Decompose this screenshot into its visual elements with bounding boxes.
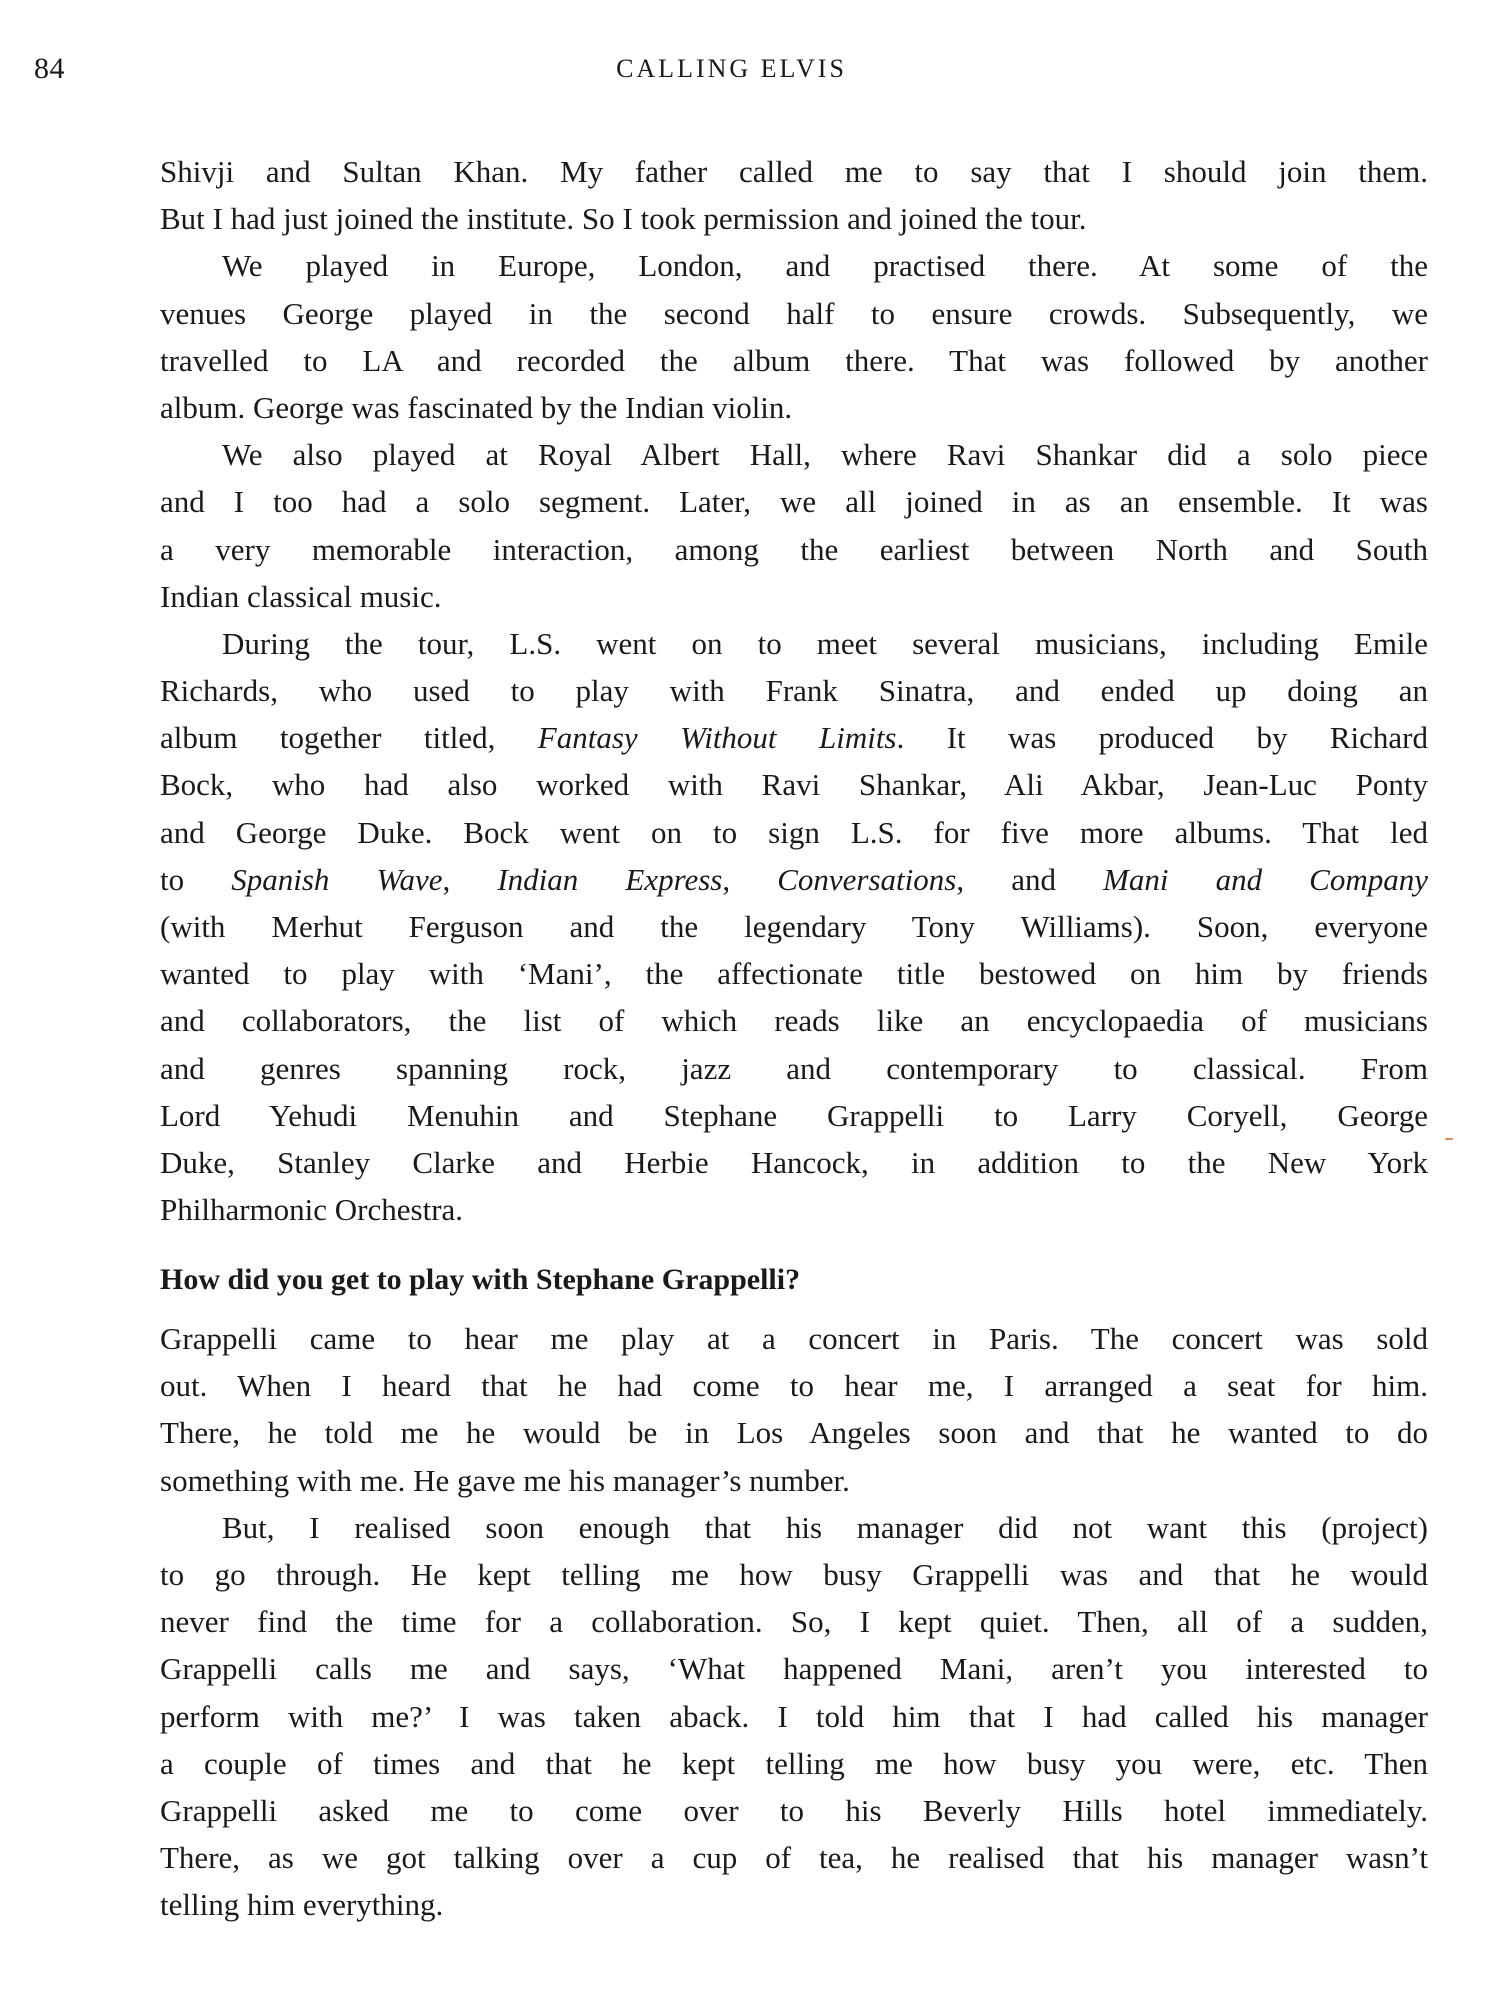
text-line: But I had just joined the institute. So I took permission and joined the tour.: [160, 201, 1087, 237]
paragraph: [160, 1315, 1428, 1504]
text-line: Lord Yehudi Menuhin and Stephane Grappelli to Larry Coryell, George: [160, 1097, 1428, 1133]
paragraph: [160, 431, 1428, 620]
text-line: album. George was fascinated by the Indian violin.: [160, 389, 793, 425]
text-line: But, I realised soon enough that his manager did not want this (project): [222, 1509, 1428, 1545]
question-heading: How did you get to play with Stephane Grappelli?: [160, 1263, 801, 1296]
text-line: telling him everything.: [160, 1887, 444, 1923]
text-line: Duke, Stanley Clarke and Herbie Hancock, in addition to the New York: [160, 1144, 1428, 1180]
text-line: We played in Europe, London, and practised there. At some of the: [222, 248, 1428, 284]
text-line: There, he told me he would be in Los Angeles soon and that he wanted to do: [160, 1415, 1428, 1451]
text-line: to Spanish Wave, Indian Express, Conversations, and Mani and Company: [160, 861, 1428, 897]
text-line: We also played at Royal Albert Hall, where Ravi Shankar did a solo piece: [222, 437, 1428, 473]
running-head: CALLING ELVIS: [616, 54, 847, 83]
text-line: and George Duke. Bock went on to sign L.S. for five more albums. That led: [160, 814, 1428, 850]
page-number: 84: [34, 52, 65, 85]
text-line: Indian classical music.: [160, 578, 442, 614]
text-line: Bock, who had also worked with Ravi Shankar, Ali Akbar, Jean-Luc Ponty: [160, 767, 1428, 803]
paragraph: [160, 1504, 1428, 1929]
text-line: out. When I heard that he had come to hear me, I arranged a seat for him.: [160, 1368, 1428, 1404]
text-line: Shivji and Sultan Khan. My father called me to say that I should join them.: [160, 154, 1428, 189]
body-text-section-b: [160, 1315, 1428, 1928]
body-text-section-a: [160, 148, 1428, 1233]
text-line: perform with me?’ I was taken aback. I told him that I had called his manager: [160, 1698, 1428, 1734]
text-line: and collaborators, the list of which reads like an encyclopaedia of musicians: [160, 1003, 1428, 1039]
text-line: and I too had a solo segment. Later, we all joined in as an ensemble. It was: [160, 484, 1428, 520]
text-line: Philharmonic Orchestra.: [160, 1192, 464, 1228]
scan-speck: [1445, 1138, 1453, 1140]
text-line: Grappelli came to hear me play at a concert in Paris. The concert was sold: [160, 1321, 1428, 1356]
text-line: (with Merhut Ferguson and the legendary Tony Williams). Soon, everyone: [160, 909, 1428, 944]
text-line: wanted to play with ‘Mani’, the affectionate title bestowed on him by friends: [160, 956, 1428, 992]
text-line: something with me. He gave me his manager’s number.: [160, 1462, 850, 1498]
text-line: travelled to LA and recorded the album there. That was followed by another: [160, 342, 1428, 378]
text-line: a couple of times and that he kept telling me how busy you were, etc. Then: [160, 1745, 1428, 1781]
paragraph: [160, 242, 1428, 431]
text-line: venues George played in the second half to ensure crowds. Subsequently, we: [160, 295, 1428, 331]
paragraph: [160, 148, 1428, 242]
text-line: There, as we got talking over a cup of tea, he realised that his manager wasn’t: [160, 1840, 1428, 1876]
text-line: and genres spanning rock, jazz and contemporary to classical. From: [160, 1050, 1428, 1086]
text-line: Grappelli calls me and says, ‘What happened Mani, aren’t you interested to: [160, 1651, 1428, 1687]
text-line: a very memorable interaction, among the earliest between North and South: [160, 531, 1428, 567]
text-line: During the tour, L.S. went on to meet several musicians, including Emile: [222, 625, 1428, 661]
text-line: Grappelli asked me to come over to his Beverly Hills hotel immediately.: [160, 1792, 1428, 1828]
text-line: to go through. He kept telling me how busy Grappelli was and that he would: [160, 1556, 1428, 1592]
text-line: never find the time for a collaboration. So, I kept quiet. Then, all of a sudden,: [160, 1604, 1428, 1640]
text-line: Richards, who used to play with Frank Sinatra, and ended up doing an: [160, 673, 1428, 709]
text-line: album together titled, Fantasy Without Limits. It was produced by Richard: [160, 720, 1428, 756]
paragraph: [160, 620, 1428, 1233]
